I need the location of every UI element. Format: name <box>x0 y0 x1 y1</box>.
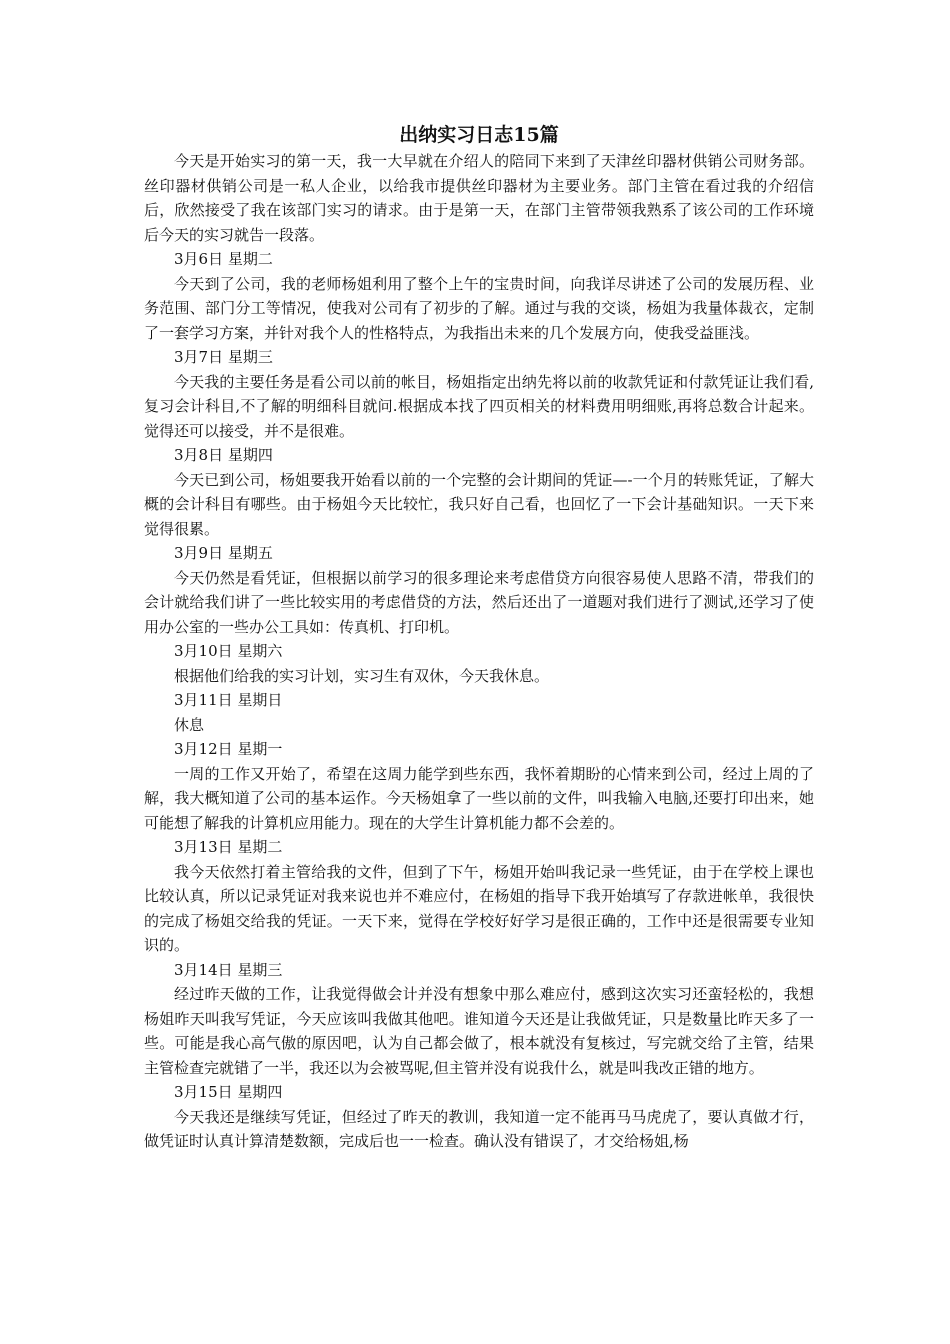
document-blocks <box>144 149 814 1154</box>
paragraph: 今天是开始实习的第一天，我一大早就在介绍人的陪同下来到了天津丝印器材供销公司财务部。丝印器材供销公司是一私人企业，以给我市提供丝印器材为主要业务。部门主管在看过我的介绍信后，欣然接受了我在该部门实习的请求。由于是第一天，在部门主管带领我熟系了该公司的工作环境后今天的实习就告一段落。 <box>144 152 814 244</box>
paragraph: 今天到了公司，我的老师杨姐利用了整个上午的宝贵时间，向我详尽讲述了公司的发展历程、业务范围、部门分工等情况，使我对公司有了初步的了解。通过与我的交谈，杨姐为我量体裁衣，定制了一套学习方案，并针对我个人的性格特点，为我指出未来的几个发展方向，使我受益匪浅。 <box>144 274 814 342</box>
paragraph: 今天我的主要任务是看公司以前的帐目，杨姐指定出纳先将以前的收款凭证和付款凭证让我们看,复习会计科目,不了解的明细科目就问.根据成本找了四页相关的材料费用明细账,再将总数合计起来。觉得还可以接受，并不是很难。 <box>144 372 814 440</box>
entry-date: 3月14日 星期三 <box>174 960 283 979</box>
paragraph: 今天已到公司，杨姐要我开始看以前的一个完整的会计期间的凭证—-一个月的转账凭证，了解大概的会计科目有哪些。由于杨姐今天比较忙，我只好自己看，也回忆了一下会计基础知识。一天下来觉得很累。 <box>144 470 814 538</box>
paragraph: 经过昨天做的工作，让我觉得做会计并没有想象中那么难应付，感到这次实习还蛮轻松的，我想杨姐昨天叫我写凭证，今天应该叫我做其他吧。谁知道今天还是让我做凭证，只是数量比昨天多了一些。可能是我心高气傲的原因吧，认为自己都会做了，根本就没有复核过，写完就交给了主管，结果主管检查完就错了一半，我还以为会被骂呢,但主管并没有说我什么，就是叫我改正错的地方。 <box>144 985 814 1077</box>
paragraph: 一周的工作又开始了，希望在这周力能学到些东西，我怀着期盼的心情来到公司，经过上周的了解，我大概知道了公司的基本运作。今天杨姐拿了一些以前的文件，叫我输入电脑,还要打印出来，她可能想了解我的计算机应用能力。现在的大学生计算机能力都不会差的。 <box>144 764 814 832</box>
entry-date: 3月12日 星期一 <box>174 740 283 758</box>
entry-date: 3月13日 星期二 <box>174 838 283 856</box>
paragraph: 今天仍然是看凭证，但根据以前学习的很多理论来考虑借贷方向很容易使人思路不清，带我们的会计就给我们讲了一些比较实用的考虑借贷的方法，然后还出了一道题对我们进行了测试,还学习了使用办公室的一些办公工具如：传真机、打印机。 <box>144 568 814 636</box>
entry-date: 3月15日 星期四 <box>174 1083 283 1101</box>
entry-date: 3月8日 星期四 <box>174 446 273 464</box>
entry-date: 3月6日 星期二 <box>174 250 273 268</box>
paragraph: 今天我还是继续写凭证，但经过了昨天的教训，我知道一定不能再马马虎虎了，要认真做才行，做凭证时认真计算清楚数额，完成后也一一检查。确认没有错误了，才交给杨姐,杨 <box>144 1107 814 1150</box>
document-body <box>144 122 814 1154</box>
entry-date: 3月10日 星期六 <box>174 642 283 660</box>
paragraph: 休息 <box>174 715 205 734</box>
paragraph: 根据他们给我的实习计划，实习生有双休，今天我休息。 <box>174 666 550 685</box>
document-title: 出纳实习日志15篇 <box>399 124 559 146</box>
entry-date: 3月7日 星期三 <box>174 348 273 366</box>
paragraph: 我今天依然打着主管给我的文件，但到了下午，杨姐开始叫我记录一些凭证，由于在学校上课也比较认真，所以记录凭证对我来说也并不难应付，在杨姐的指导下我开始填写了存款进帐单，我很快的完成了杨姐交给我的凭证。一天下来，觉得在学校好好学习是很正确的，工作中还是很需要专业知识的。 <box>144 862 814 954</box>
entry-date: 3月11日 星期日 <box>174 691 283 709</box>
entry-date: 3月9日 星期五 <box>174 544 273 562</box>
